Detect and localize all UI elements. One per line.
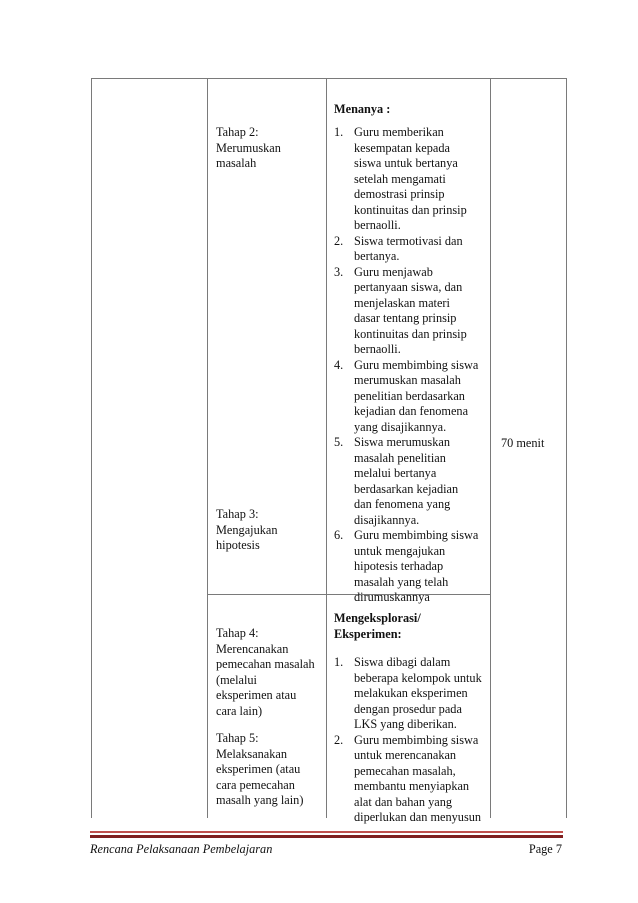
list-item-number: 4. [334,357,344,372]
list-item: Siswa merumuskan masalah penelitian melalui bertanya berdasarkan kejadian dan fenomena yang disajikannya. [354,435,459,527]
list-item: Guru menjawab pertanyaan siswa, dan menjelaskan materi dasar tentang prinsip kontinuitas dan prinsip bernaolli. [354,264,467,356]
list-item: Guru memberikan kesempatan kepada siswa untuk bertanya setelah mengamati demostrasi prinsip kontinuitas dan prinsip bernaolli. [354,125,467,232]
stage-4-label: Tahap 4: Merencanakan pemecahan masalah (melalui eksperimen atau cara lain) [216,626,315,718]
list-item-number: 2. [334,732,344,747]
table-border-left [91,78,92,818]
activity-heading-menanya: Menanya : [334,102,391,116]
page-number: Page 7 [528,842,562,856]
column-divider-2 [326,78,327,818]
stage-2-label: Tahap 2: Merumuskan masalah [216,125,281,170]
list-item: Siswa termotivasi dan bertanya. [354,233,463,263]
list-item-number: 2. [334,233,344,248]
stage-3-label: Tahap 3: Mengajukan hipotesis [216,507,278,552]
footer-document-title: Rencana Pelaksanaan Pembelajaran [90,842,273,856]
column-divider-3 [490,78,491,818]
stage-5-label: Tahap 5: Melaksanakan eksperimen (atau cara pemecahan masalh yang lain) [216,731,304,807]
table-border-right [566,78,567,818]
column-divider-1 [207,78,208,818]
list-item-number: 6. [334,528,344,542]
list-item-number: 5. [334,435,344,449]
list-item: Guru membimbing siswa untuk merencanakan pemecahan masalah, membantu menyiapkan alat dan bahan yang diperlukan dan menyusun [354,732,482,824]
footer-rule-bottom [90,835,563,838]
table-border-top [91,78,566,79]
list-item-number: 1. [334,125,344,139]
footer-rule-top [90,831,563,833]
list-item: Guru membimbing siswa untuk mengajukan hipotesis terhadap masalah yang telah dirumuskannya [354,528,479,604]
list-item-number: 3. [334,264,344,279]
list-item-number: 1. [334,655,344,669]
activity-heading-eksplorasi: Mengeksplorasi/ Eksperimen: [334,611,421,641]
list-item: Siswa dibagi dalam beberapa kelompok untuk melakukan eksperimen dengan prosedur pada LKS yang diberikan. [354,655,482,731]
time-allocation: 70 menit [501,436,545,450]
list-item: Guru membimbing siswa merumuskan masalah penelitian berdasarkan kejadian dan fenomena yang disajikannya. [354,357,479,434]
